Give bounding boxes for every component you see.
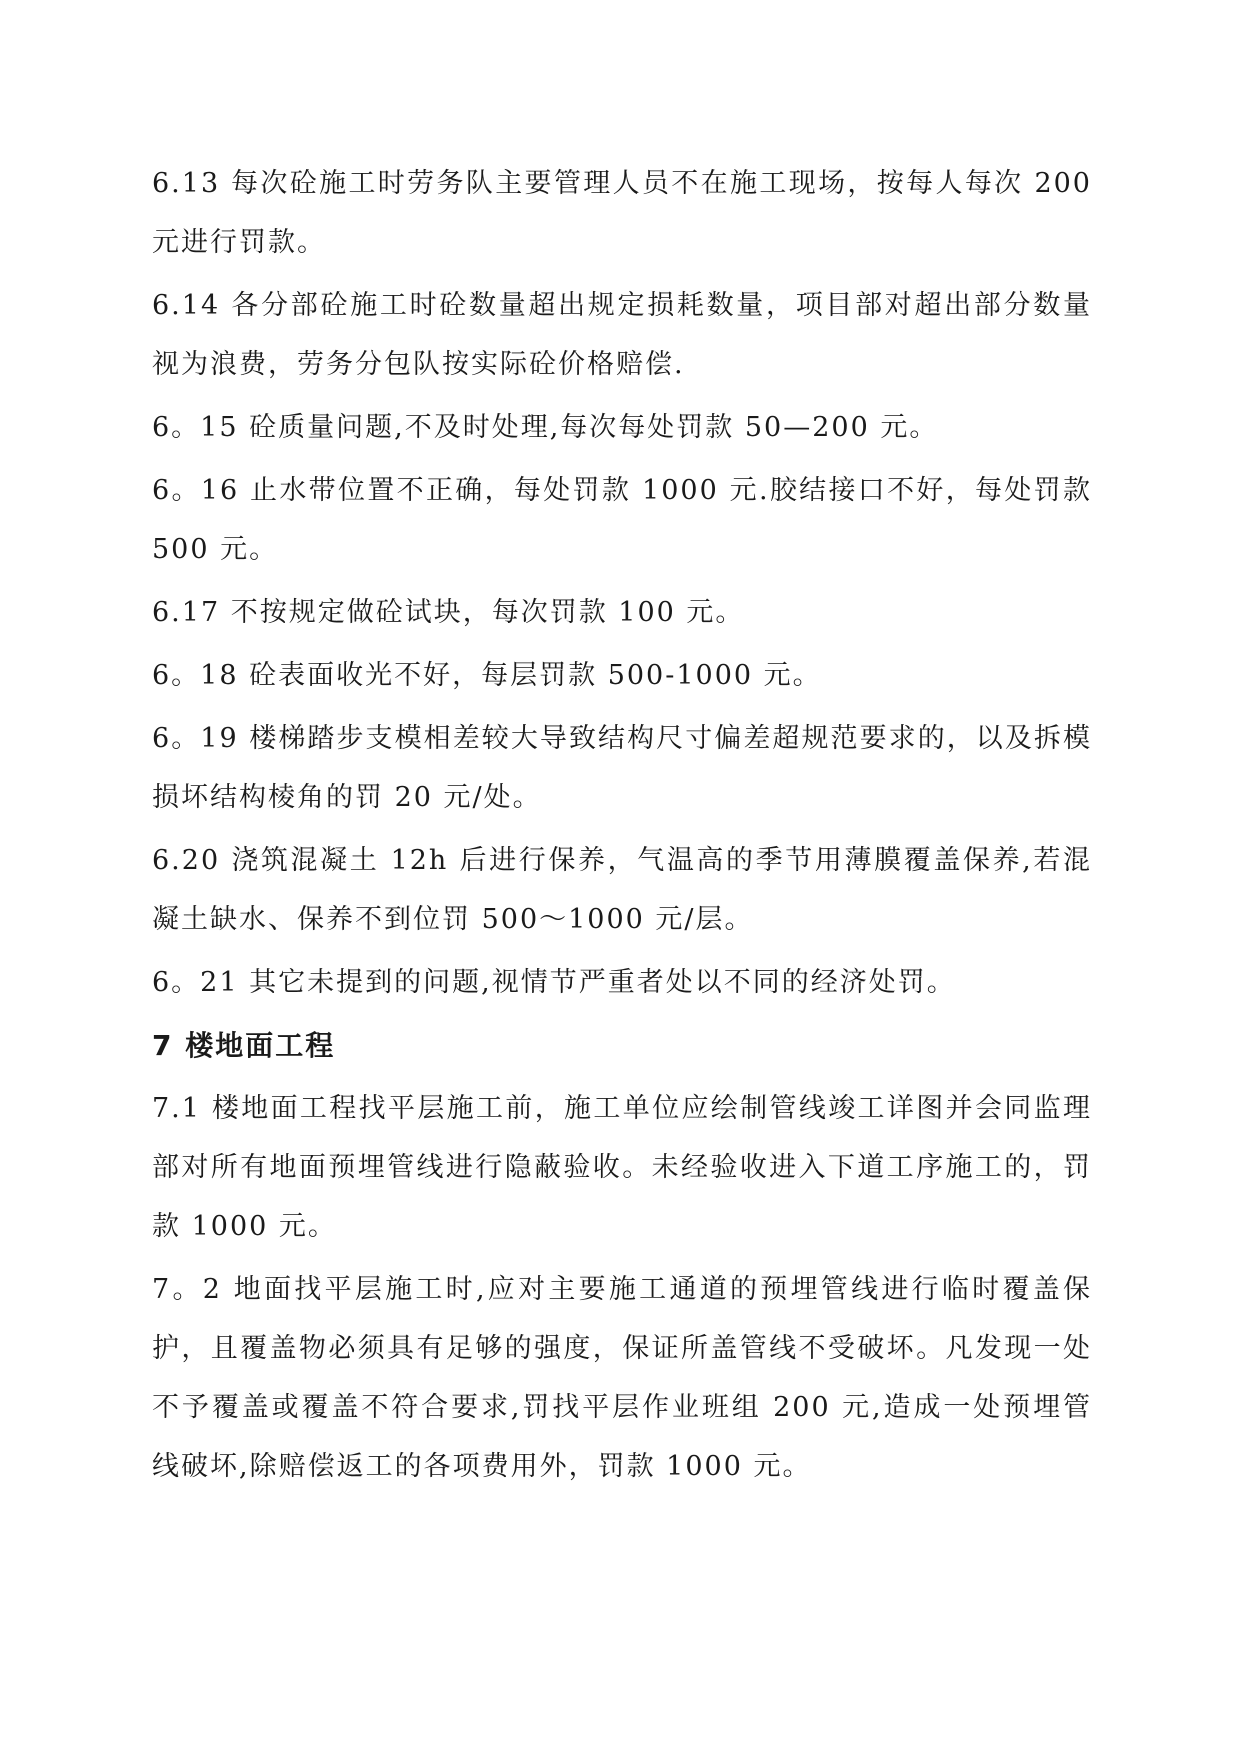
clause-6-21: 6。21 其它未提到的问题,视情节严重者处以不同的经济处罚。: [152, 967, 956, 998]
clause-6-14: 6.14 各分部砼施工时砼数量超出规定损耗数量，项目部对超出部分数量视为浪费，劳务分包队按实际砼价格赔偿.: [152, 290, 1092, 380]
clause-6-16: 6。16 止水带位置不正确，每处罚款 1000 元.胶结接口不好，每处罚款 500 元。: [152, 475, 1092, 565]
clause-6-19: 6。19 楼梯踏步支模相差较大导致结构尺寸偏差超规范要求的，以及拆模损坏结构棱角的罚 20 元/处。: [152, 723, 1092, 813]
clause-6-17: 6.17 不按规定做砼试块，每次罚款 100 元。: [152, 597, 745, 628]
clause-6-13: 6.13 每次砼施工时劳务队主要管理人员不在施工现场，按每人每次 200 元进行罚款。: [152, 168, 1092, 258]
section-heading: 7 楼地面工程: [152, 1029, 336, 1062]
clause-7-1: 7.1 楼地面工程找平层施工前，施工单位应绘制管线竣工详图并会同监理部对所有地面预埋管线进行隐蔽验收。未经验收进入下道工序施工的，罚款 1000 元。: [152, 1093, 1092, 1242]
clause-6-15: 6。15 砼质量问题,不及时处理,每次每处罚款 50—200 元。: [152, 412, 939, 443]
document-page: [152, 154, 1092, 1500]
clause-7-2: 7。2 地面找平层施工时,应对主要施工通道的预埋管线进行临时覆盖保护，且覆盖物必须具有足够的强度，保证所盖管线不受破坏。凡发现一处不予覆盖或覆盖不符合要求,罚找平层作业班组 200 元,造成一处预埋管线破坏,除赔偿返工的各项费用外，罚款 1000 元。: [152, 1274, 1092, 1482]
clause-6-18: 6。18 砼表面收光不好，每层罚款 500-1000 元。: [152, 660, 822, 691]
clause-6-20: 6.20 浇筑混凝土 12h 后进行保养，气温高的季节用薄膜覆盖保养,若混凝土缺水、保养不到位罚 500～1000 元/层。: [152, 845, 1092, 935]
